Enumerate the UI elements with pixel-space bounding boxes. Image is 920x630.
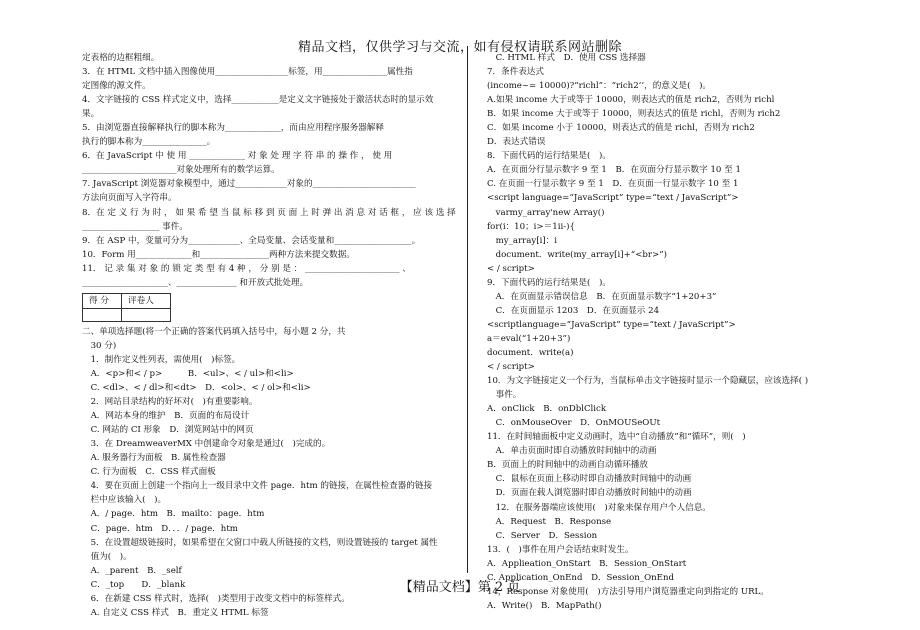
text-line: A．<p>和< / p> B．<ul>、< / ul>和<li> (82, 368, 294, 379)
text-line: 11． 记 录 集 对 象 的 锁 定 类 型 有 4 种 ， 分 别 是 ： ______________________ 、 (82, 263, 411, 274)
text-line: C．鼠标在页面上移动时即自动播放时间轴中的动画 (487, 474, 692, 485)
text-line: B．如果 income 大于或等于 10000，则表达式的值是 richl，否则为 rich2 (487, 109, 781, 120)
text-line: 10．为文字链接定义一个行为，当鼠标单击文字链接时显示一个隐藏层，应该选择( ) (487, 376, 809, 387)
text-line: C. 在页面一行显示数字 9 至 1 D．在页面一行显示数字 10 至 1 (487, 179, 739, 190)
text-line: document．write(a) (487, 347, 574, 358)
text-line: A．在页面显示错误信息 B．在页面显示数字“1+20+3” (487, 291, 717, 302)
text-line: 7. JavaScript 浏览器对象模型中，通过____________对象的________________________ (82, 179, 416, 190)
score-label: 得 分 (83, 293, 122, 308)
text-line: 事件。 (487, 390, 522, 401)
text-line: C．_top D．_blank (82, 579, 186, 590)
text-line: A．Applieation_OnStart B．Session_OnStart (487, 558, 687, 569)
text-line: 30 分) (82, 340, 117, 351)
score-table (82, 293, 171, 322)
text-line: C．Server D．Session (487, 530, 598, 541)
page-footer: 【精品文档】第 2 页 (399, 580, 521, 595)
text-line: 9．下面代码的运行结果是( )。 (487, 277, 611, 288)
text-line: A. 自定义 CSS 样式 B．重定义 HTML 标签 (82, 607, 269, 618)
text-line: 栏中应该输入( )。 (82, 495, 167, 506)
text-line: 7．条件表达式 (487, 67, 545, 78)
text-line: 4．要在页面上创建一个指向上一级目录中文件 page．htm 的链接，在属性检查器的链接 (82, 481, 433, 492)
text-line: 方法向页面写入字符串。 (82, 193, 177, 204)
text-line: A．网站本身的维护 B．页面的布局设计 (82, 411, 250, 422)
text-line: 二、单项选择题(将一个正确的答案代码填入括号中，每小题 2 分，共 (82, 326, 346, 337)
column-divider (467, 46, 468, 573)
text-line: 14，Response 对象使用( )方法引导用户浏览器重定向到指定的 URL。 (487, 586, 769, 597)
text-line: 1．制作定义性列表，需使用( )标签。 (82, 354, 241, 365)
text-line: C. 网站的 CI 形象 D．浏览网站中的网页 (82, 425, 254, 436)
fill-in-questions (82, 51, 460, 290)
text-line: 3．在 DreamweaverMX 中创建命令对象是通过( )完成的。 (82, 439, 331, 450)
text-line: 5．由浏览器直接解释执行的脚本称为_____________，而由应用程序服务器解释 (82, 123, 384, 134)
text-line: C. <dl>、< / dl>和<dt> D．<ol>、< / ol>和<li> (82, 383, 311, 394)
text-line: D．表达式错误 (487, 137, 546, 148)
text-line: A．单击页面时即自动播放时间轴中的动画 (487, 446, 657, 457)
text-line: for(i：10；i>＝1ii-){ (487, 221, 575, 232)
text-line: A.如果 income 大于或等于 10000，则表达式的值是 rich2，否则为 richl (487, 95, 775, 106)
text-line: 6．在 JavaScript 中 使 用 _____________ 对 象 处 理 字 符 串 的 操 作 ， 使 用 (82, 151, 393, 162)
text-line: 11．在时间轴面板中定义动画时，选中“自动播放”和“循环”，则( ) (487, 432, 746, 443)
text-line: C．如果 income 小于 10000，则表达式的值是 richl，否则为 rich2 (487, 123, 755, 134)
grader-label: 评卷人 (122, 293, 171, 308)
left-column (82, 51, 460, 620)
text-line: __________________ 事件。 (82, 221, 188, 232)
text-line: 定图像的源文件。 (82, 81, 151, 92)
text-line: varmy_array'new Array() (487, 207, 605, 218)
text-line: 9．在 ASP 中，变量可分为____________、全局变量、会话变量和__________________。 (82, 235, 421, 246)
text-line: 2．网站目录结构的好坏对( )有重要影响。 (82, 397, 258, 408)
text-line: 执行的脚本称为_______________。 (82, 137, 216, 148)
text-line: 6．在新建 CSS 样式时，选择( )类型用于改变文档中的标签样式。 (82, 593, 350, 604)
page-header: 精品文档，仅供学习与交流，如有侵权请联系网站删除 (297, 40, 622, 55)
text-line: 10．Form 用_____________和________________两种方法来提交数据。 (82, 249, 355, 260)
text-line: < / script> (487, 263, 535, 274)
text-line: A．/ page．htm B．mailto：page．htm (82, 509, 265, 520)
text-line: C．在页面显示 1203 D．在页面显示 24 (487, 305, 660, 316)
text-line: 4．文字链接的 CSS 样式定义中，选择___________是定义文字链接处于激活状态时的显示效 (82, 95, 434, 106)
text-line: A．Write() B．MapPath() (487, 600, 602, 611)
text-line: 12．在服务器端应该使用( )对象来保存用户个人信息。 (487, 502, 711, 513)
text-line: < / script> (487, 362, 535, 373)
text-line: <script language=“JavaScript” type=“text / JavaScript”> (487, 193, 739, 204)
text-line: (income~= 10000)?“richl”：“rich2’’，的意义是( )。 (487, 81, 712, 92)
text-line: 5．在设置超级链接时，如果希望在父窗口中载人所链接的文档，则设置链接的 target 属性 (82, 537, 438, 548)
score-cell (83, 308, 122, 321)
text-line: C．onMouseOver D．OnMOUSeOUt (487, 418, 661, 429)
right-column (487, 51, 859, 613)
text-line: 定表格的边框粗细。 (82, 53, 160, 63)
text-line: <scriptlanguage=“JavaScript” type=“text / JavaScript”> (487, 319, 736, 330)
text-line: A. 服务器行为面板 B. 属性检查器 (82, 453, 226, 464)
text-line: 8．在 定 义 行 为 时 ， 如 果 希 望 当 鼠 标 移 到 页 面 上 时 弹 出 消 息 对 话 框 ， 应 该 选 择 (82, 207, 456, 218)
text-line: C. HTML 样式 D．使用 CSS 选择器 (487, 53, 646, 63)
text-line: document．write(my_array[i]+“<br>”) (487, 249, 667, 260)
text-line: my_array[i]：i (487, 235, 558, 246)
text-line: D．页面在载人浏览器时即自动播放时间轴中的动画 (487, 488, 692, 499)
text-line: 8．下面代码的运行结果是( )。 (487, 151, 611, 162)
grader-cell (122, 308, 171, 321)
text-line: 值为( )。 (82, 551, 132, 562)
text-line: C．page．htm D．．．/ page．htm (82, 523, 238, 534)
text-line: ______________________对象处理所有的数学运算。 (82, 165, 280, 176)
multiple-choice-questions-cont (487, 51, 859, 613)
text-line: A．_parent B．_self (82, 565, 182, 576)
text-line: A．Request B．Response (487, 516, 612, 527)
text-line: 3．在 HTML 文档中插入图像使用_________________标签，用_______________属性指 (82, 67, 413, 78)
text-line: A．在页面分行显示数字 9 至 1 B．在页面分行显示数字 10 至 1 (487, 165, 741, 176)
text-line: a＝eval(“1+20+3”) (487, 333, 571, 344)
text-line: ____________________、______________ 和开放式批处理。 (82, 277, 309, 288)
text-line: A．onClick B．onDblClick (487, 404, 607, 415)
text-line: 13．( )事件在用户会话结束时发生。 (487, 544, 634, 555)
text-line: 果。 (82, 109, 100, 120)
text-line: C. Application_OnEnd D．Session_OnEnd (487, 572, 674, 583)
text-line: B．页面上的时间轴中的动画自动循环播放 (487, 460, 649, 471)
text-line: C. 行为面板 C．CSS 样式面板 (82, 467, 216, 478)
